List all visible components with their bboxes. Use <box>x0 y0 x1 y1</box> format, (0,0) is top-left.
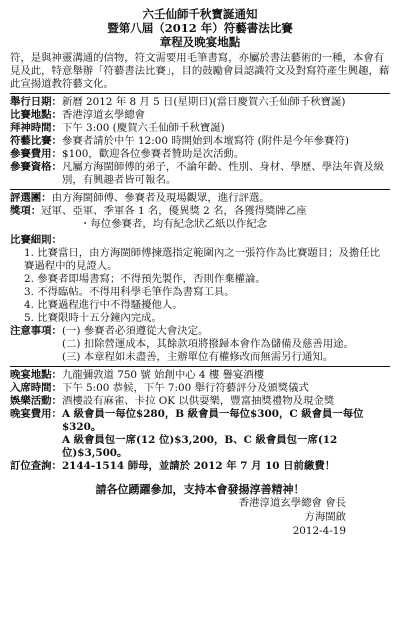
signature-org: 香港淳道玄學總會 會長 <box>238 497 346 509</box>
divider <box>10 366 390 367</box>
booking-value: 2144-1514 師母，並請於 2012 年 7 月 10 日前繳費！ <box>61 460 336 472</box>
contest-row <box>10 135 390 148</box>
venue-label: 比賽地點： <box>10 109 62 121</box>
venue-row <box>10 109 390 122</box>
entertainment-label: 娛樂活動： <box>10 395 62 407</box>
banquet-place-row <box>10 369 390 382</box>
award-note: ・每位參賽者，均有紀念狀乙紙以作紀念 <box>80 218 268 230</box>
banquet-cost-per-person: A 級會員一每位$280，B 級會員一每位$300，C 級會員一每位$320。 <box>61 408 364 433</box>
banquet-place-value: 九龍彌敦道 750 號 始創中心 4 樓 譽宴酒樓 <box>61 369 265 381</box>
venue-value: 香港淳道玄學總會 <box>61 109 146 121</box>
event-date-row <box>10 96 390 109</box>
banquet-place-label: 晚宴地點： <box>10 369 62 381</box>
signature-name: 方海閩啟 <box>304 511 346 523</box>
entertainment-row <box>10 395 390 408</box>
banquet-cost-label: 晚宴費用： <box>10 408 62 420</box>
fee-value: $100，歡迎各位參賽者贊助是次活動。 <box>61 148 245 160</box>
intro-paragraph: 符，是與神靈溝通的信物，符文需要用毛筆書寫，亦屬於書法藝術的一種，本會有見及此，特意舉辦「符藝書法比賽」，目的鼓勵會員認識符文及對寫符產生興趣，藉此宣揚道教符藝文化。 <box>10 52 390 90</box>
notice-title: 六壬仙師千秋寶誕通知 <box>142 7 258 21</box>
event-date-label: 舉行日期： <box>10 96 62 108</box>
banquet-cost-row <box>10 408 390 460</box>
signature-block <box>10 497 390 538</box>
qualification-label: 參賽資格： <box>10 161 62 173</box>
judge-row <box>10 192 390 205</box>
booking-label: 訂位查詢： <box>10 460 62 472</box>
rule-item: 5. 比賽限時十五分鐘內完成。 <box>24 312 162 324</box>
signature-date: 2012-4-19 <box>292 525 346 537</box>
award-value: 冠軍、亞軍、季軍各 1 名，優異獎 2 名，各獲得獎牌乙座 <box>41 205 307 217</box>
contest-title: 暨第八屆（2012 年）符藝書法比賽 <box>107 21 293 35</box>
fee-row <box>10 148 390 161</box>
notes-row <box>10 325 390 364</box>
qualification-value: 凡屬方海閩師傅的弟子，不論年齡、性別、身材、學歷、學法年資及級別，有興趣者皆可報名。 <box>61 161 385 186</box>
worship-row <box>10 122 390 135</box>
worship-value: 下午 3:00 (慶賀六壬仙師千秋寶誕) <box>61 122 225 134</box>
award-label: 獎項： <box>10 205 42 217</box>
note-item: (一) 參賽者必須遵從大會決定。 <box>61 325 209 337</box>
note-item: (三) 本章程如未盡善，主辦單位有權修改而無需另行通知。 <box>61 351 334 363</box>
rule-item: 1. 比賽當日，由方海閩師傅揀選指定範圍內之一張符作為比賽題目；及擔任比賽過程中的見證人。 <box>24 247 381 272</box>
entertainment-value: 酒樓設有麻雀、卡拉 OK 以供耍樂，豐富抽獎禮物及現金獎 <box>61 395 335 407</box>
award-row <box>10 205 390 218</box>
banquet-time-row <box>10 382 390 395</box>
qualification-row <box>10 161 390 187</box>
judge-value: 由方海閩師傅、參賽者及現場觀眾，進行評選。 <box>51 192 270 204</box>
regulations-title: 章程及晚宴地點 <box>159 35 241 49</box>
contest-label: 符藝比賽： <box>10 135 62 147</box>
contest-value: 參賽者請於中午 12:00 時開始到本壇寫符 (附件是今年參賽符) <box>61 135 349 147</box>
rule-item: 3. 不得臨帖。不得用科學毛筆作為書寫工具。 <box>24 286 235 298</box>
closing-appeal: 請各位踴躍參加，支持本會發揚淳善精神！ <box>95 483 305 496</box>
note-item: (二) 扣除營運成本，其餘款項將撥歸本會作為儲備及慈善用途。 <box>61 338 354 350</box>
notes-heading: 注意事項： <box>10 325 62 337</box>
judge-label: 評選團： <box>10 192 52 204</box>
worship-label: 拜神時間： <box>10 122 62 134</box>
rules-heading: 比賽細則： <box>10 234 62 246</box>
divider <box>10 93 390 94</box>
event-date-value: 新曆 2012 年 8 月 5 日(星期日)(當日慶賀六壬仙師千秋寶誕) <box>61 96 346 108</box>
banquet-time-value: 下午 5:00 恭候，下午 7:00 舉行符藝評分及頒獎儀式 <box>61 382 309 394</box>
rule-item: 4. 比賽過程進行中不得騷擾他人。 <box>24 299 183 311</box>
banquet-time-label: 入席時間： <box>10 382 62 394</box>
booking-row <box>10 460 390 473</box>
rule-item: 2. 參賽者即場書寫；不得預先製作，否則作棄權論。 <box>24 273 266 285</box>
fee-label: 參賽費用： <box>10 148 62 160</box>
divider <box>10 189 390 190</box>
banquet-cost-per-table: A 級會員包一席(12 位)$3,200，B、C 級會員包一席(12 位)$3,500。 <box>61 434 338 459</box>
